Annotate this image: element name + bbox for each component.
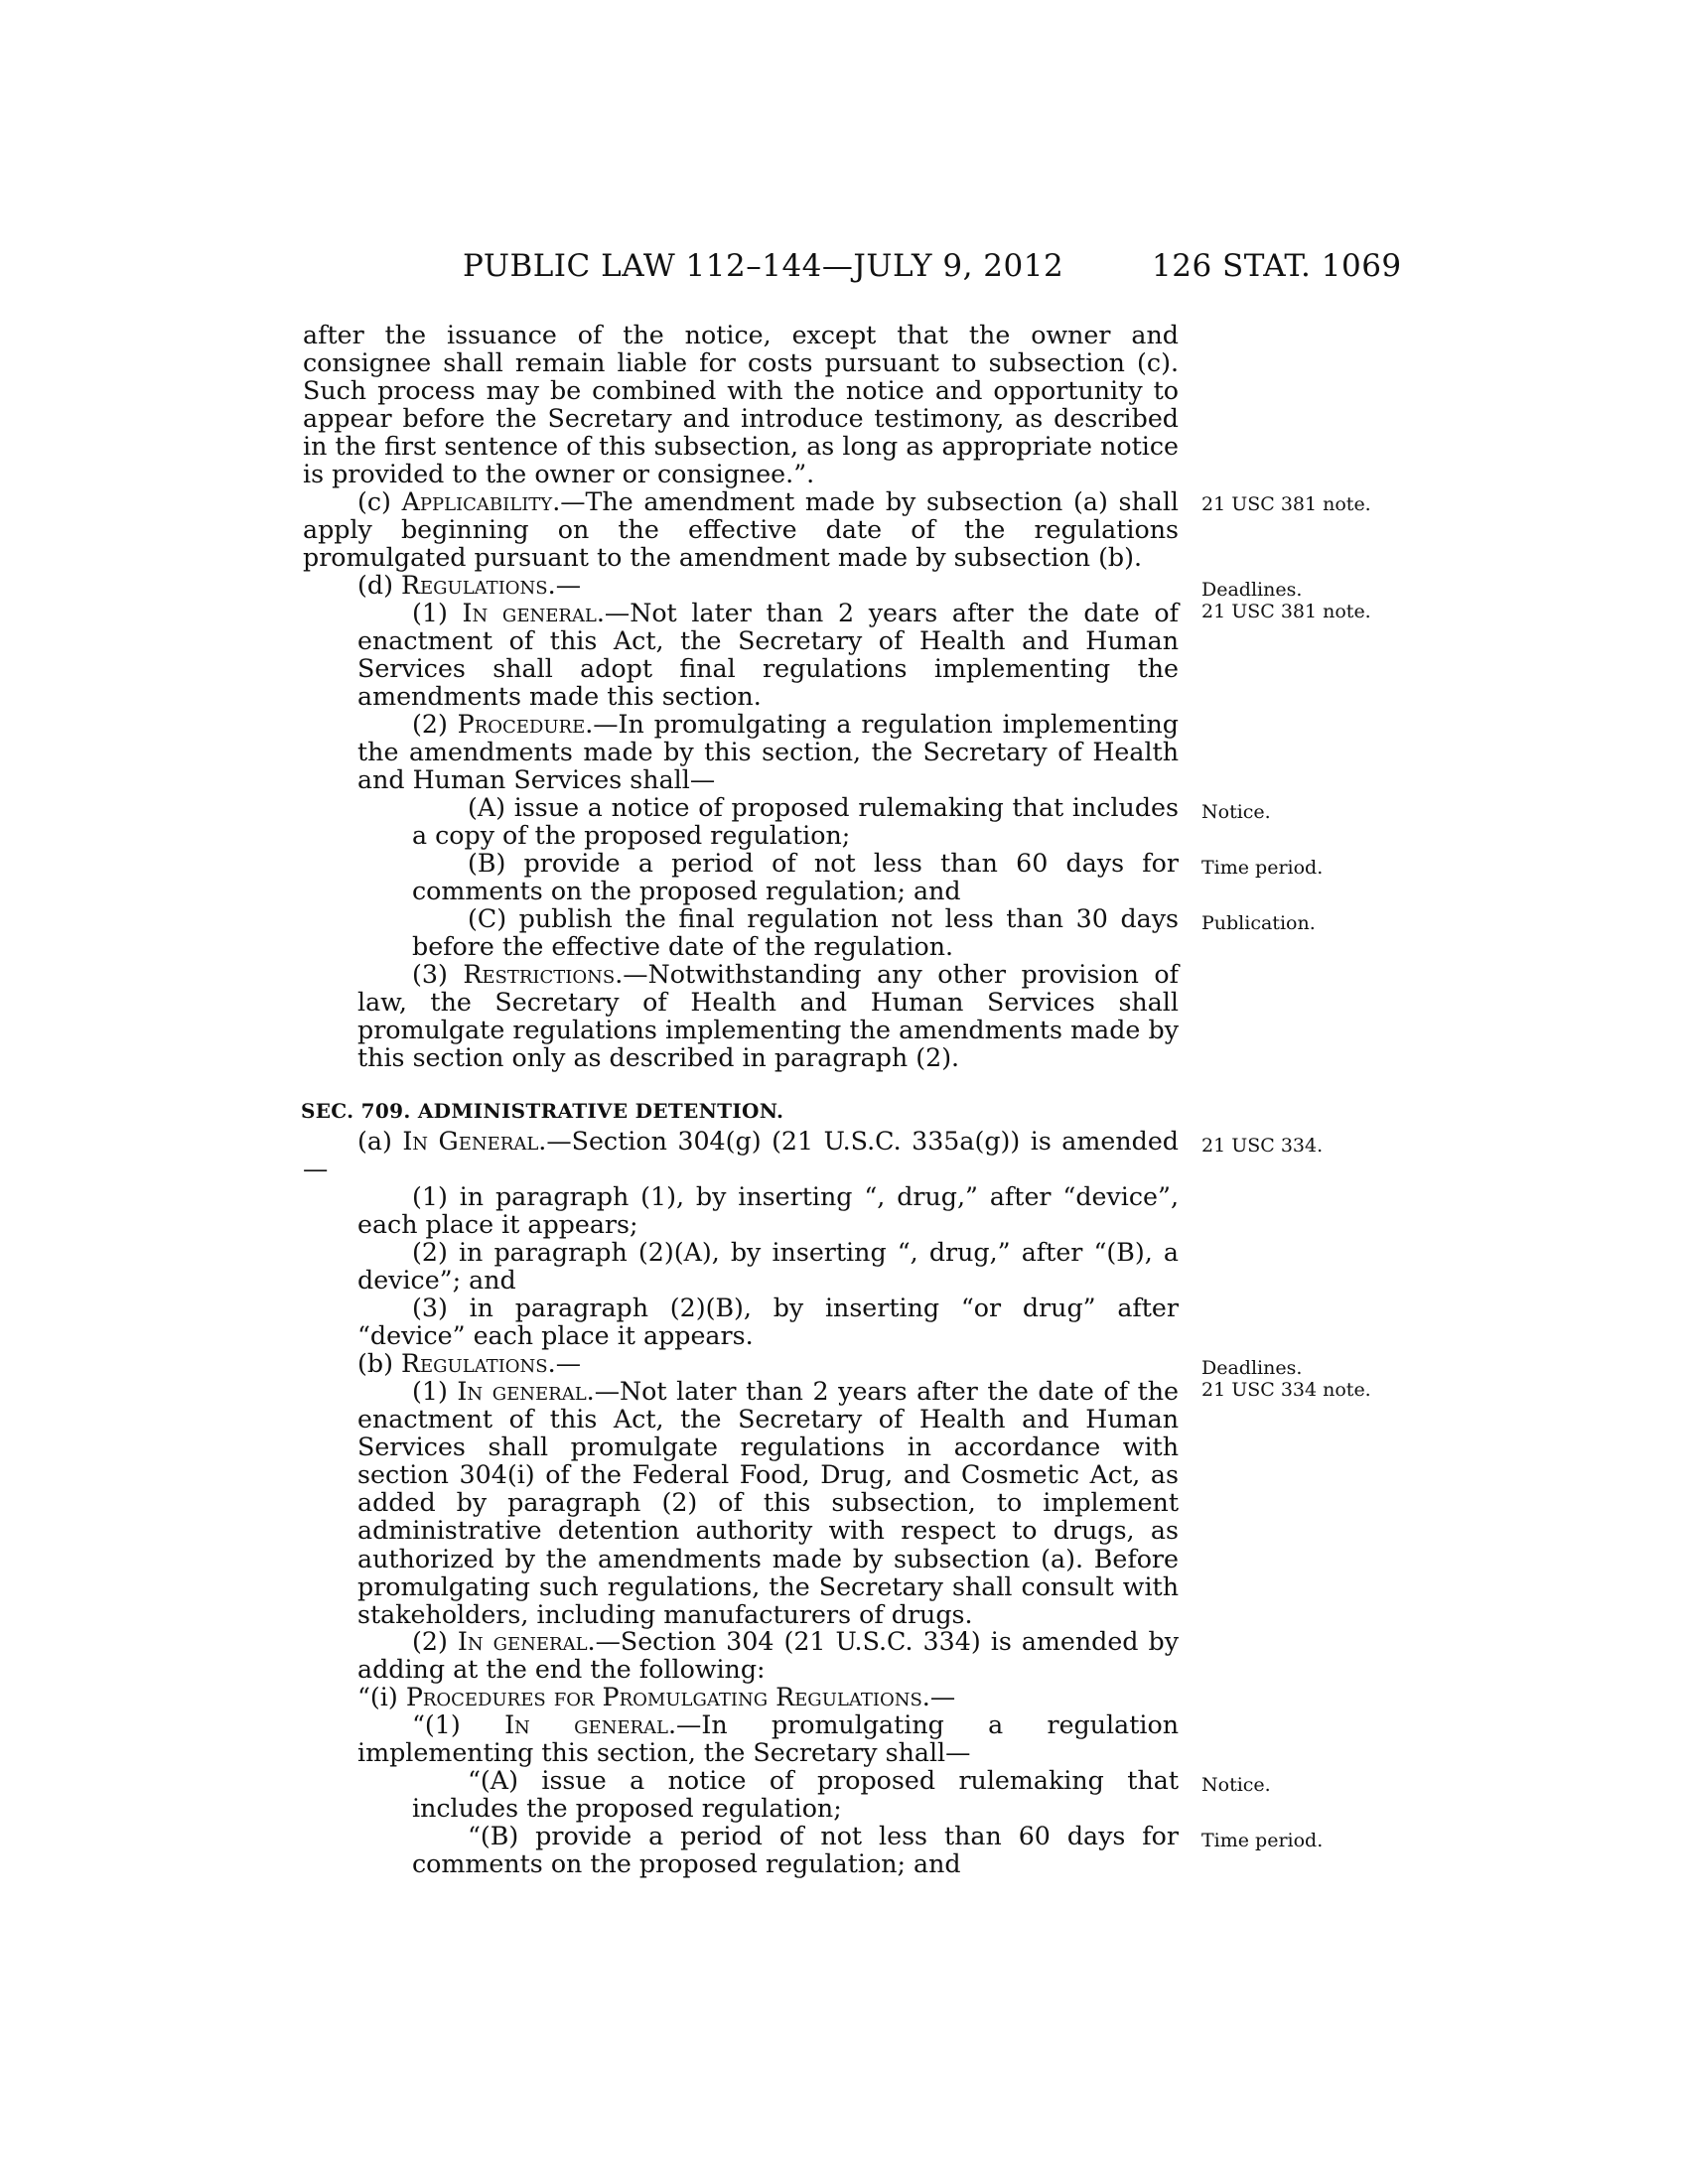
margin-note-usc: 21 USC 334 note. bbox=[1201, 1379, 1371, 1401]
margin-note-publication: Publication. bbox=[1201, 912, 1316, 934]
subparagraph-d2-c: (C) publish the final regulation not less than 30 days before the effective date of the regulation. bbox=[412, 904, 1179, 962]
quoted-paragraph-i1: “(1) In general.—In promulgating a regulation implementing this section, the Secretary shall— bbox=[357, 1710, 1179, 1768]
paragraph-a1: (1) in paragraph (1), by inserting “, drug,” after “device”, each place it appears; bbox=[357, 1182, 1179, 1240]
subparagraph-d2-a: (A) issue a notice of proposed rulemaking that includes a copy of the proposed regulation; bbox=[412, 793, 1179, 851]
margin-note-usc: 21 USC 334. bbox=[1201, 1135, 1324, 1157]
paragraph-b1: (1) In general.—Not later than 2 years after the date of the enactment of this Act, the Secretary of Health and Human Services shall promulgate regulations in accordance with section 304(i) of the Federal Food, Drug, and Cosmetic Act, as added by paragraph (2) of this subsection, to implement administrative detention authority with respect to drugs, as authorized by the amendments made by subsection (a). Before promulgating such regulations, the Secretary shall consult with stakeholders, including manufacturers of drugs. bbox=[357, 1377, 1179, 1629]
quoted-subsection-i: “(i) Procedures for Promulgating Regulations.— bbox=[357, 1683, 956, 1711]
paragraph-b2: (2) In general.—Section 304 (21 U.S.C. 334) is amended by adding at the end the following: bbox=[357, 1627, 1180, 1685]
subparagraph-d2-b: (B) provide a period of not less than 60 days for comments on the proposed regulation; and bbox=[412, 849, 1179, 906]
paragraph-a3: (3) in paragraph (2)(B), by inserting “or drug” after “device” each place it appears. bbox=[357, 1294, 1179, 1351]
paragraph-d3: (3) Restrictions.—Notwithstanding any other provision of law, the Secretary of Health and Human Services shall promulgate regulations implementing the amendments made by this section only as described in paragraph (2). bbox=[357, 960, 1180, 1073]
subsection-b-heading: (b) Regulations.— bbox=[357, 1349, 581, 1378]
margin-note-time-period: Time period. bbox=[1201, 1830, 1324, 1851]
section-heading: SEC. 709. ADMINISTRATIVE DETENTION. bbox=[301, 1099, 784, 1123]
margin-note-deadlines: Deadlines. bbox=[1201, 579, 1303, 601]
running-header-title: PUBLIC LAW 112–144—JULY 9, 2012 bbox=[463, 248, 1064, 284]
margin-note-usc: 21 USC 381 note. bbox=[1201, 493, 1371, 515]
margin-note-deadlines: Deadlines. bbox=[1201, 1357, 1303, 1379]
quoted-subparagraph-i1-a: “(A) issue a notice of proposed rulemaking that includes the proposed regulation; bbox=[412, 1766, 1179, 1824]
margin-note-time-period: Time period. bbox=[1201, 857, 1324, 879]
margin-note-notice: Notice. bbox=[1201, 801, 1271, 823]
margin-note-notice: Notice. bbox=[1201, 1774, 1271, 1796]
margin-note-usc: 21 USC 381 note. bbox=[1201, 601, 1371, 622]
subsection-d-heading: (d) Regulations.— bbox=[357, 571, 581, 600]
quoted-subparagraph-i1-b: “(B) provide a period of not less than 60 days for comments on the proposed regulation; and bbox=[412, 1822, 1179, 1879]
running-header-stat: 126 STAT. 1069 bbox=[1152, 248, 1402, 284]
subsection-c-applicability: (c) Applicability.—The amendment made by subsection (a) shall apply beginning on the effective date of the regulations promulgated pursuant to the amendment made by subsection (b). bbox=[303, 487, 1180, 573]
paragraph-a2: (2) in paragraph (2)(A), by inserting “, drug,” after “(B), a device”; and bbox=[357, 1238, 1179, 1296]
subsection-a: (a) In General.—Section 304(g) (21 U.S.C. 335a(g)) is amended— bbox=[303, 1127, 1179, 1184]
paragraph-continuation: after the issuance of the notice, except that the owner and consignee shall remain liable for costs pursuant to subsection (c). Such process may be combined with the notice and opportunity to appear before the Secretary and introduce testimony, as described in the first sentence of this subsection, as long as appropriate notice is provided to the owner or consignee.”. bbox=[303, 321, 1179, 489]
paragraph-d1: (1) In general.—Not later than 2 years after the date of enactment of this Act, the Secretary of Health and Human Services shall adopt final regulations implementing the amendments made this section. bbox=[357, 599, 1179, 712]
paragraph-d2: (2) Procedure.—In promulgating a regulation implementing the amendments made by this section, the Secretary of Health and Human Services shall— bbox=[357, 710, 1179, 795]
